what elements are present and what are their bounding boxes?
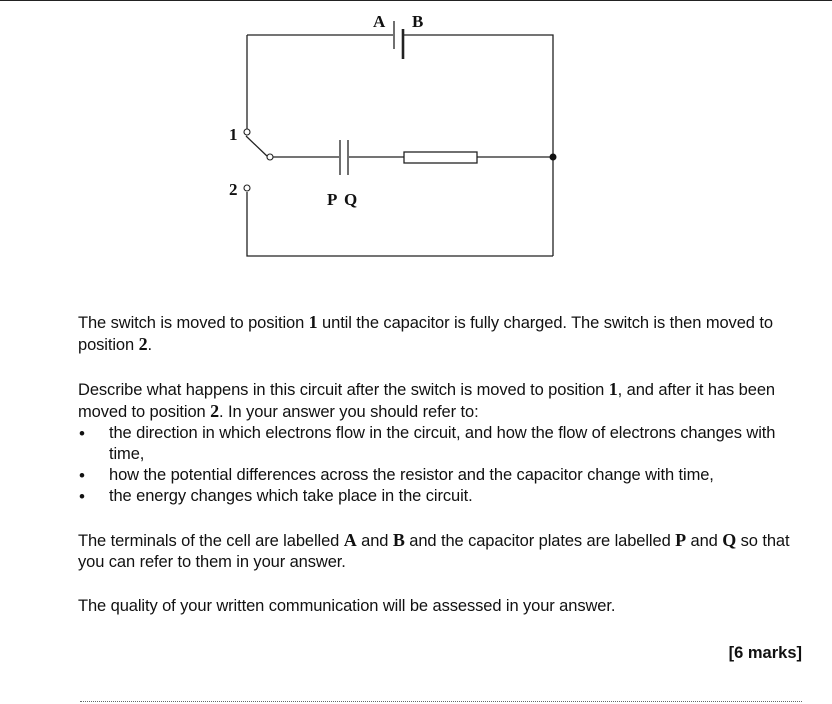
circuit-diagram (0, 0, 832, 300)
label-plate-p: P (327, 190, 338, 209)
label-terminal-b: B (412, 12, 424, 31)
resistor (404, 152, 477, 163)
describe-paragraph: Describe what happens in this circuit after the switch is moved to position 1, and after it has been moved to position 2. In your answer you should refer to: (78, 379, 775, 421)
switch-lever (246, 136, 268, 157)
marks-label: [6 marks] (728, 644, 802, 662)
qwc-paragraph: The quality of your written communication will be assessed in your answer. (78, 597, 616, 615)
junction-node (550, 154, 557, 161)
label-plate-q: Q (344, 190, 358, 209)
switch-contact-2 (244, 185, 250, 191)
label-terminal-a: A (373, 12, 386, 31)
labels-paragraph: The terminals of the cell are labelled A and B and the capacitor plates are labelled P and Q so that you can refer to them in your answer. (78, 530, 790, 571)
intro-paragraph: The switch is moved to position 1 until the capacitor is fully charged. The switch is then moved to position 2. (78, 312, 773, 354)
list-item: • the direction in which electrons flow in the circuit, and how the flow of electrons changes with time, (78, 423, 808, 465)
label-position-2: 2 (229, 180, 238, 199)
requirements-list (78, 423, 808, 507)
list-item: • the energy changes which take place in the circuit. (78, 486, 808, 507)
wire-top-right (404, 35, 553, 256)
question-text (78, 312, 808, 617)
switch-pivot (267, 154, 273, 160)
switch-contact-1 (244, 129, 250, 135)
label-position-1: 1 (229, 125, 238, 144)
list-item: • how the potential differences across the resistor and the capacitor change with time, (78, 465, 808, 486)
answer-line[interactable] (80, 701, 802, 702)
wire-bottom-loop (247, 192, 553, 256)
